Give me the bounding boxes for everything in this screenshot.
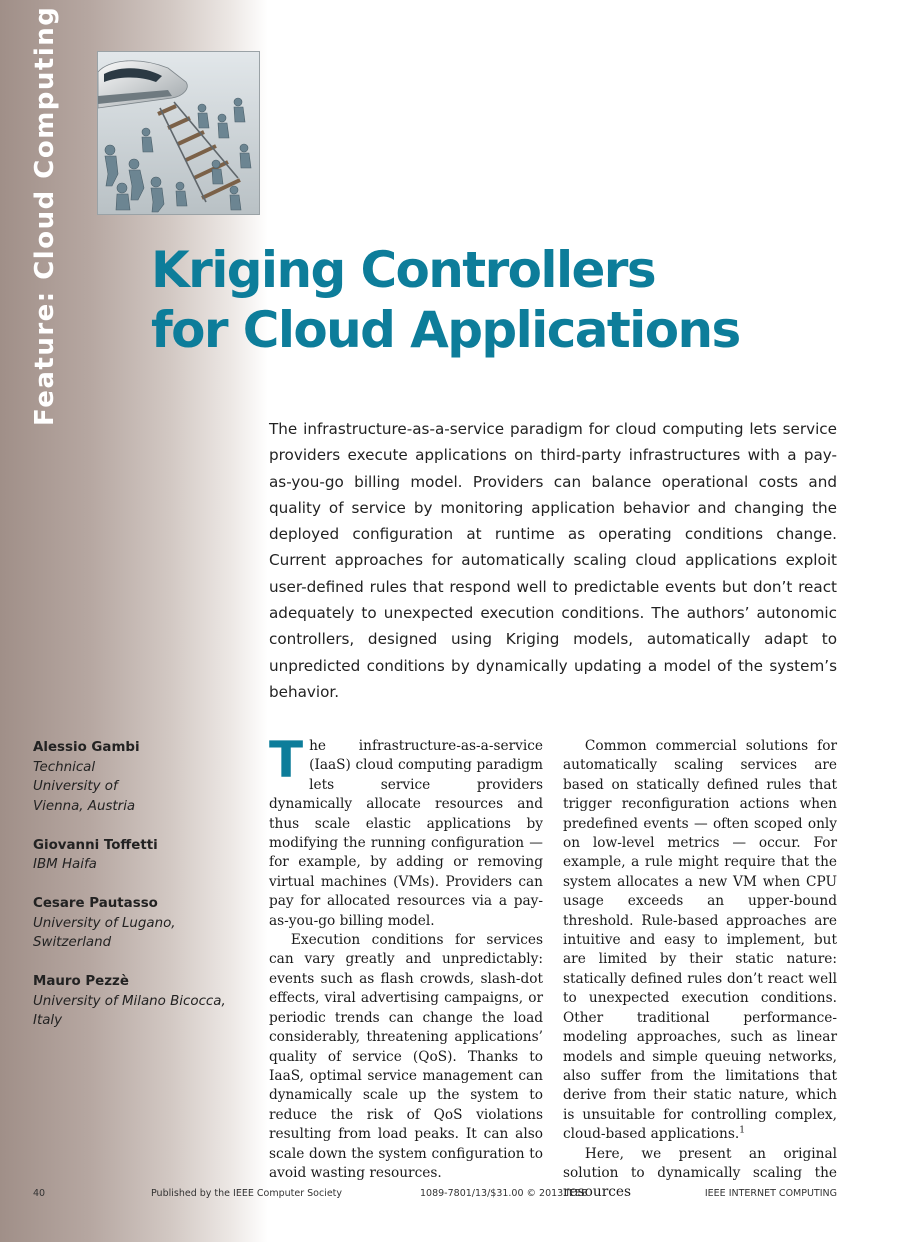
- author-entry: [33, 836, 255, 875]
- page-footer: [0, 1188, 908, 1202]
- magazine-name: IEEE INTERNET COMPUTING: [704, 1188, 837, 1199]
- issn-line: 1089-7801/13/$31.00 © 2013 IEEE: [420, 1188, 588, 1199]
- body-paragraph: Execution conditions for services can vary greatly and unpredictably: events such as flash crowds, slash-dot effects, viral advertising campaigns, or periodic trends can change the load considerably, threatening applications’ quality of service (QoS). Thanks to IaaS, optimal service management can dynamically scale up the system to reduce the risk of QoS violations resulting from load peaks. It can also scale down the system configuration to avoid wasting resources.: [269, 932, 543, 1181]
- paragraph-text: he infrastructure-as-a-service (IaaS) cloud computing paradigm lets service providers dynamically allocate resources and thus scale elastic applications by modifying the running configuration — for example, by adding or removing virtual machines (VMs). Providers can pay for allocated resources via a pay-as-you-go billing model.: [269, 738, 543, 929]
- author-entry: [33, 972, 255, 1031]
- feature-label: Feature: Cloud Computing: [30, 5, 60, 426]
- paragraph-text: Common commercial solutions for automatically scaling services are based on statically defined rules that trigger reconfiguration actions when predefined events — often scoped only on low-level metrics — occur. For example, a rule might require that the system allocates a new VM when CPU usage exceeds an upper-bound threshold. Rule-based approaches are intuitive and easy to implement, but are limited by their static nature: statically defined rules don’t react well to unexpected execution conditions. Other traditional performance-modeling approaches, such as linear models and simple queuing networks, also suffer from the limitations that derive from their static nature, which is unsuitable for controlling complex, cloud-based applications.: [563, 738, 837, 1143]
- hero-illustration: [97, 51, 260, 215]
- author-name: Alessio Gambi: [33, 740, 140, 755]
- drop-cap: T: [269, 731, 304, 789]
- title-line-1: Kriging Controllers: [151, 241, 656, 299]
- page-number: 40: [33, 1188, 46, 1199]
- author-affiliation: IBM Haifa: [33, 857, 97, 872]
- author-name: Giovanni Toffetti: [33, 837, 158, 853]
- publisher-line: Published by the IEEE Computer Society: [151, 1188, 343, 1199]
- title-line-2: for Cloud Applications: [151, 301, 740, 359]
- reference-marker: 1: [739, 1125, 745, 1136]
- article-title: [151, 240, 740, 360]
- body-paragraph: Here, we present an original solution to dynamically scaling the resources: [563, 1145, 837, 1201]
- author-affiliation: Technical University of Vienna, Austria: [33, 759, 136, 814]
- author-affiliation: University of Milano Bicocca, Italy: [33, 993, 226, 1028]
- body-paragraph: [269, 731, 543, 931]
- author-name: Mauro Pezzè: [33, 974, 129, 989]
- body-column-right: [563, 737, 837, 1203]
- author-entry: [33, 738, 255, 816]
- train-and-figures-illustration: [98, 52, 259, 214]
- author-name: Cesare Pautasso: [33, 896, 158, 911]
- body-paragraph: [563, 737, 837, 1145]
- abstract: The infrastructure-as-a-service paradigm for cloud computing lets service providers execute applications on third-party infrastructures with a pay-as-you-go billing model. Providers can balance operational costs and quality of service by monitoring application behavior and changing the deployed configuration at runtime as operating conditions change. Current approaches for automatically scaling cloud applications exploit user-defined rules that respond well to predictable events but don’t react adequately to unexpected execution conditions. The authors’ autonomic controllers, designed using Kriging models, automatically adapt to unpredicted conditions by dynamically updating a model of the system’s behavior.: [269, 420, 837, 701]
- body-column-left: [269, 731, 543, 1183]
- author-affiliation: University of Lugano, Switzerland: [33, 915, 176, 950]
- author-list: [33, 738, 255, 1050]
- author-entry: [33, 894, 255, 953]
